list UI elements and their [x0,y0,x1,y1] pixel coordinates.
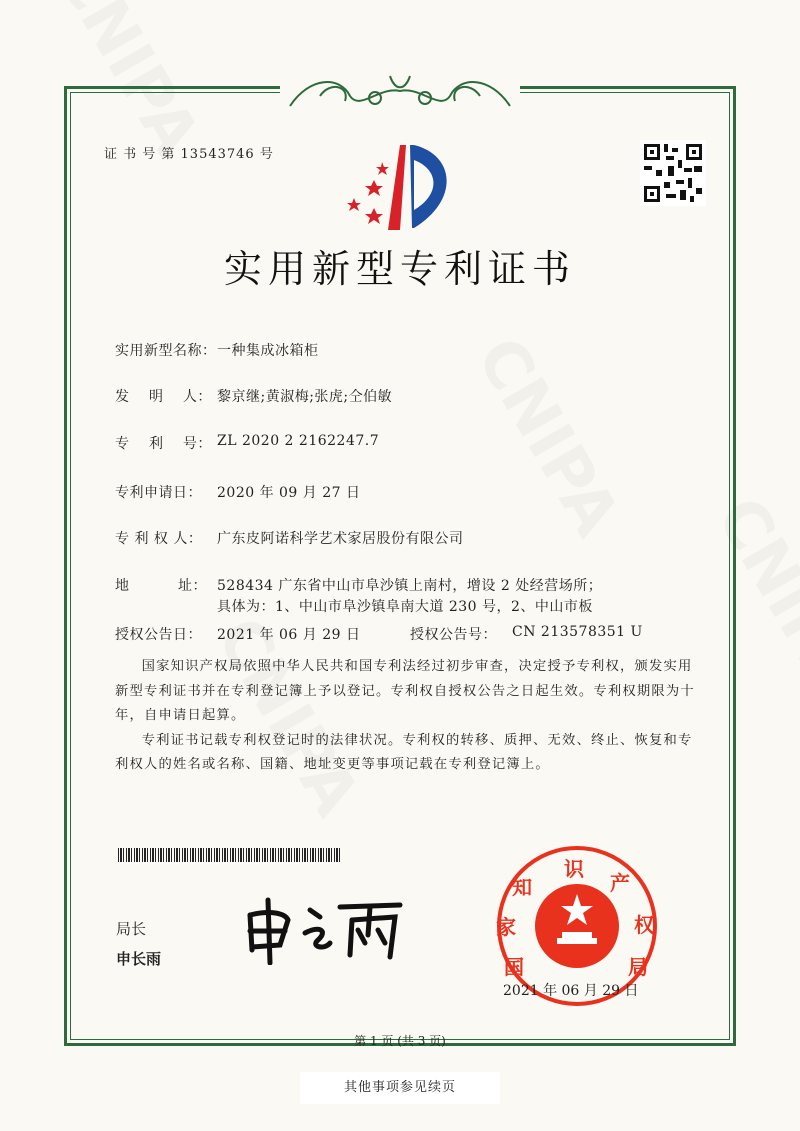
statement-paragraph: 专利证书记载专利权登记时的法律状况。专利权的转移、质押、无效、终止、恢复和专利权人的姓名或名称、国籍、地址变更等事项记载在专利登记簿上。 [115,732,693,772]
seal-date: 2021 年 06 月 29 日 [503,983,639,999]
ornament-icon [280,66,520,116]
field-label: 地 址： [115,578,207,594]
field-value: 黎京继;黄淑梅;张虎;仝伯敏 [217,389,393,405]
page-title: 实用新型专利证书 [223,247,576,291]
field-label: 专利申请日： [115,485,202,501]
barcode [118,848,340,862]
qr-code-icon [640,140,706,206]
pub-number-value: CN 213578351 U [512,624,643,640]
field-value: ZL 2020 2 2162247.7 [217,433,380,449]
cnipa-logo-icon [340,140,470,235]
certificate-number: 证 书 号 第 13543746 号 [104,147,274,162]
field-value: 广东皮阿诺科学艺术家居股份有限公司 [217,531,464,547]
statement-text [115,655,705,778]
pub-number-label: 授权公告号： [410,627,497,643]
field-value: 一种集成冰箱柜 [217,343,319,359]
svg-text:国家知识产权局: 国家知识产权局 [496,857,654,979]
statement-paragraph: 国家知识产权局依照中华人民共和国专利法经过初步审查，决定授予专利权，颁发实用新型专利证书并在专利登记簿上予以登记。专利权自授权公告之日起生效。专利权期限为十年，自申请日起算。 [115,659,695,723]
field-value: 2020 年 09 月 27 日 [217,485,361,501]
director-title: 局长 [116,920,147,938]
signature-icon [240,895,420,965]
page-number: 第 1 页 (共 3 页) [354,1034,446,1048]
field-label: 专 利 号： [115,436,212,452]
field-label: 实用新型名称： [115,343,217,359]
field-label: 授权公告日： [115,627,202,643]
field-value-line2: 具体为：1、中山市阜沙镇阜南大道 230 号，2、中山市板 [217,599,593,615]
field-label: 专 利 权 人： [115,531,203,547]
continued-note: 其他事项参见续页 [300,1072,500,1104]
field-value: 528434 广东省中山市阜沙镇上南村，增设 2 处经营场所； [217,578,603,594]
field-label: 发 明 人： [115,389,212,405]
director-name: 申长雨 [116,950,162,968]
field-value: 2021 年 06 月 29 日 [217,627,361,643]
